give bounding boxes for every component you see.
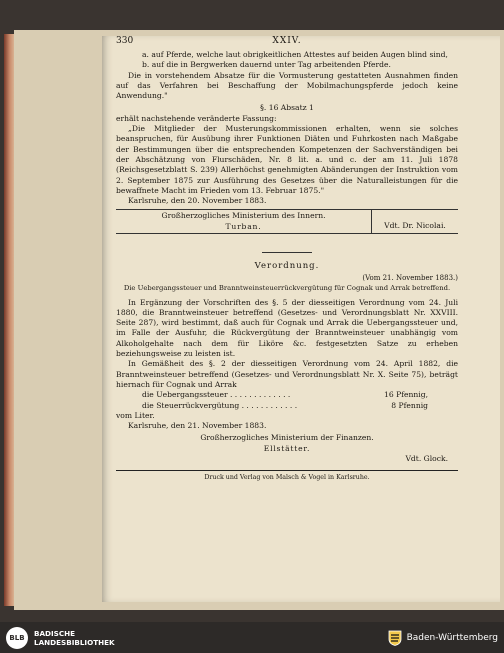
page-body — [116, 50, 458, 483]
place-date-1: Karlsruhe, den 20. November 1883. — [128, 196, 267, 206]
tax-row-refund — [116, 401, 458, 411]
bw-branding[interactable] — [388, 630, 498, 646]
paragraph-heading: §. 16 Absatz 1 — [260, 103, 314, 113]
blb-logo-icon[interactable]: BLB — [6, 627, 28, 649]
blb-line-1: BADISCHE — [34, 628, 76, 638]
library-bottom-bar — [0, 622, 504, 653]
tax-row-transition — [116, 390, 458, 400]
signatory-name-finance: Ellstätter. — [263, 443, 311, 453]
coat-of-arms-icon — [388, 630, 402, 646]
ministry-interior — [116, 210, 372, 233]
blb-line-2: LANDESBIBLIOTHEK — [34, 637, 115, 647]
ordinance-title: Verordnung. — [254, 260, 320, 271]
footer-divider — [116, 470, 458, 471]
printer-imprint: Druck und Verlag von Malsch & Vogel in Karlsruhe. — [204, 474, 370, 482]
tax-row-label: die Steuerrückvergütung . . . . . . . . . . . . — [142, 400, 298, 410]
tax-row-value: 16 Pfennig, — [384, 390, 428, 400]
place-date-2: Karlsruhe, den 21. November 1883. — [128, 421, 267, 431]
item-b: b. auf die in Bergwerken dauernd unter Tag arbeitenden Pferde. — [142, 60, 391, 70]
document-page — [102, 36, 500, 602]
paragraph-intro: erhält nachstehende veränderte Fassung: — [116, 113, 277, 123]
vdt-finance: Vdt. Glock. — [405, 453, 448, 463]
quoted-text: „Die Mitglieder der Musterungskommissionen erhalten, wenn sie solches beanspruchen, für Ausübung ihrer Funktionen Diäten und Fuhrkosten nach Maßgabe der Bestimmungen über die entsprechenden Kompetenzen der Sachverständigen bei der Abschätzung von Flurschäden, Nr. 8 lit. a. und c. der am 11. Juli 1878 (Reichsgesetzblatt S. 239) Allerhöchst genehmigten Abänderungen der Instruktion vom 2. September 1875 zur Ausführung des Gesetzes über die Naturalleistungen für die bewaffnete Macht im Frieden vom 13. Februar 1875." — [116, 124, 458, 195]
tax-row-value: 8 Pfennig — [391, 400, 428, 410]
signatory-name: Turban. — [225, 221, 262, 231]
section-divider — [262, 252, 312, 253]
signature-block-interior — [116, 209, 458, 234]
item-a: a. auf Pferde, welche laut obrigkeitlichen Attestes auf beiden Augen blind sind, — [142, 50, 448, 59]
ordinance-date: (Vom 21. November 1883.) — [362, 273, 458, 282]
ordinance-paragraph-1: In Ergänzung der Vorschriften des §. 5 der diesseitigen Verordnung vom 24. Juli 1880, die Branntweinsteuer betreffend (Gesetzes- und Verordnungsblatt Nr. XXVIII. Seite 287), wird bestimmt, daß auch für Cognak und Arrak die Uebergangssteuer und, im Falle der Ausfuhr, die Rückvergütung der Branntweinsteuer unabhängig vom Alkoholgehalte nach dem für Liköre &c. festgesetzten Satze zu erheben beziehungsweise zu leisten ist. — [116, 297, 458, 359]
ministry-name: Großherzogliches Ministerium des Innern. — [161, 211, 326, 221]
exception-paragraph: Die in vorstehendem Absatze für die Vormusterung gestatteten Ausnahmen finden auf das Verfahren bei Beschaffung der Mobilmachungspferde jedoch keine Anwendung." — [116, 70, 458, 101]
vdt-interior: Vdt. Dr. Nicolai. — [384, 220, 446, 230]
page-header — [116, 36, 458, 48]
ministry-finance: Großherzogliches Ministerium der Finanzen. — [200, 433, 374, 443]
ordinance-subject: Die Uebergangssteuer und Branntweinsteuerrückvergütung für Cognak und Arrak betreffend. — [123, 284, 451, 293]
per-liter: vom Liter. — [116, 410, 155, 420]
blb-name[interactable] — [34, 629, 115, 647]
page-number: 330 — [116, 36, 134, 46]
bw-name: Baden-Württemberg — [406, 632, 498, 643]
tax-row-label: die Uebergangssteuer . . . . . . . . . . . . . — [142, 390, 291, 400]
ordinance-paragraph-2: In Gemäßheit des §. 2 der diesseitigen Verordnung vom 24. April 1882, die Branntweinsteuer betreffend (Gesetzes- und Verordnungsblatt Nr. X. Seite 75), beträgt hiernach für Cognak und Arrak — [116, 359, 458, 389]
chapter-number: XXIV. — [272, 36, 302, 46]
